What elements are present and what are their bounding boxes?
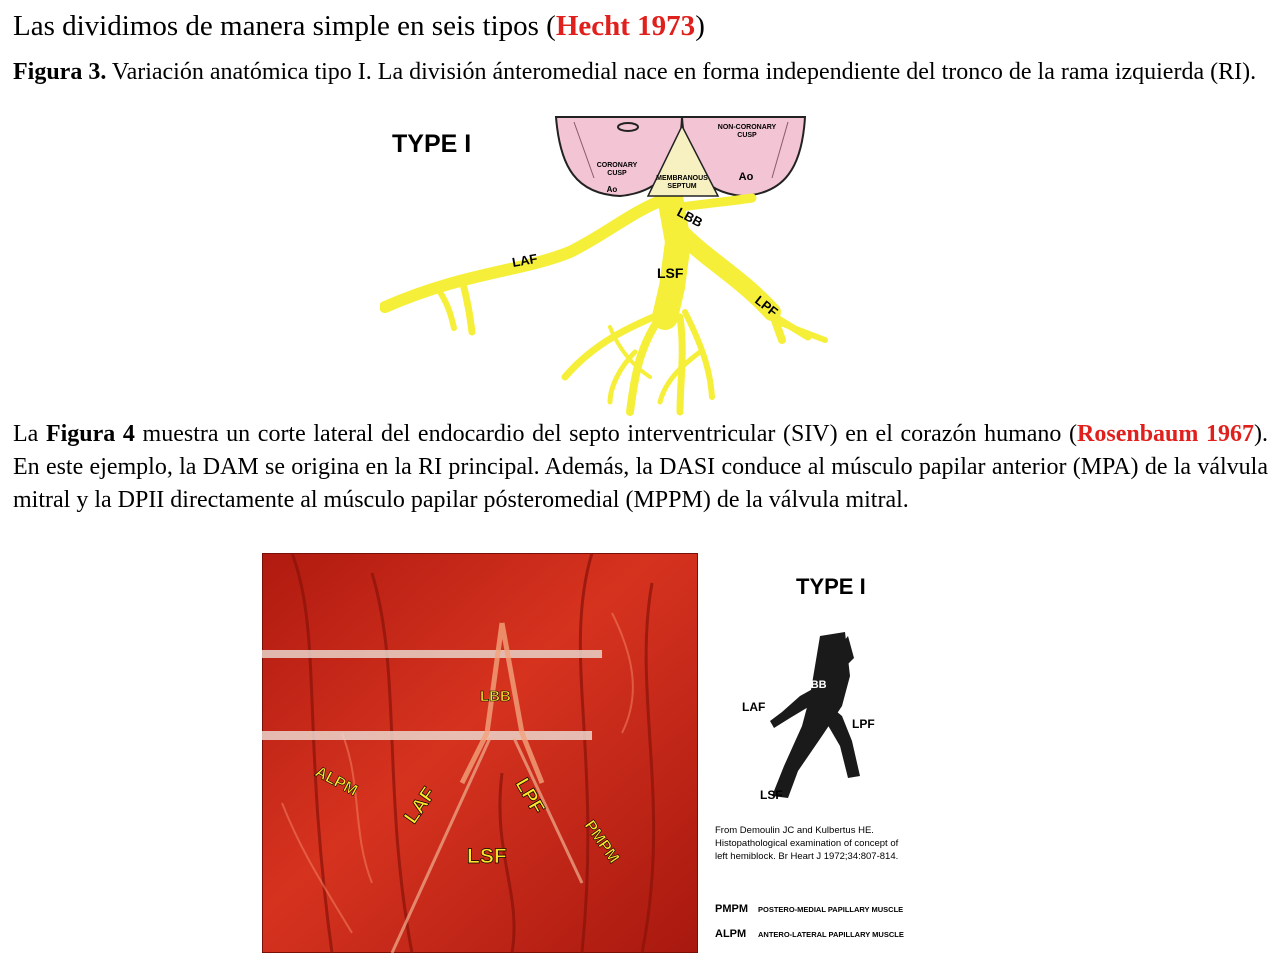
source-line-1: From Demoulin JC and Kulbertus HE.	[715, 825, 874, 836]
diagram1-lsf-label: LSF	[657, 265, 684, 281]
legend-pmpm-desc: POSTERO-MEDIAL PAPILLARY MUSCLE	[758, 905, 904, 914]
type1-black-schematic	[710, 566, 960, 951]
para2-text-2: muestra un corte lateral del endocardio del septo interventricular (SIV) en el corazón humano (	[134, 421, 1078, 447]
non-coronary-cusp-label: CUSP	[737, 132, 757, 139]
diagram2-title: TYPE I	[796, 574, 866, 599]
coronary-label: CORONARY	[596, 162, 638, 169]
diagram2-lsf-label: LSF	[760, 788, 783, 802]
legend-pmpm-abbr: PMPM	[715, 903, 748, 915]
diagram2-lbb-label: LBB	[804, 679, 827, 691]
photo-lbb-label: LBB	[480, 688, 511, 705]
heading-citation[interactable]: Hecht 1973	[555, 10, 696, 42]
photo-pmpm-label: PMPM	[580, 817, 623, 867]
photo-laf-label: LAF	[400, 783, 441, 828]
photo-lpf-label: LPF	[510, 774, 549, 819]
slide-heading	[13, 8, 705, 44]
figure3-caption	[13, 56, 1268, 89]
photo-alpm-label: ALPM	[312, 763, 361, 800]
non-coronary-label: NON-CORONARY	[717, 124, 777, 131]
legend-alpm-abbr: ALPM	[715, 928, 747, 940]
diagram1-lpf-label: LPF	[752, 292, 781, 320]
para2-text-1: La	[13, 421, 46, 447]
heading-text-end: )	[695, 10, 705, 42]
para2-text-3: ). En este ejemplo, la DAM se origina en la RI principal. Además, la DASI conduce al músculo papilar anterior (MPA) de la válvula mitral y la DPII directamente al músculo papilar pósteromedial (MPPM) de la válvula mitral.	[13, 421, 1269, 513]
source-line-3: left hemiblock. Br Heart J 1972;34:807-814.	[715, 851, 899, 862]
black-fascicle-shape	[770, 632, 860, 798]
diagram2-lpf-label: LPF	[852, 717, 875, 731]
figure4-ref: Figura 4	[45, 421, 135, 447]
membranous-label: MEMBRANOUS	[656, 175, 708, 182]
ao-left-label: Ao	[606, 185, 618, 194]
figure4-paragraph	[13, 418, 1268, 517]
legend-alpm-desc: ANTERO-LATERAL PAPILLARY MUSCLE	[758, 930, 904, 939]
figure3-caption-text: Variación anatómica tipo I. La división ánteromedial nace en forma independiente del tronco de la rama izquierda (RI).	[106, 59, 1257, 85]
source-line-2: Histopathological examination of concept of	[715, 838, 899, 849]
diagram1-title: TYPE I	[392, 130, 472, 158]
para2-citation[interactable]: Rosenbaum 1967	[1077, 421, 1255, 447]
figure3-ref: Figura 3.	[13, 59, 107, 85]
type1-fascicle-diagram	[380, 112, 840, 417]
diagram2-laf-label: LAF	[742, 700, 766, 714]
coronary-cusp-label: CUSP	[607, 170, 627, 177]
heading-text: Las dividimos de manera simple en seis tipos (	[13, 10, 556, 42]
endocardium-photo	[262, 553, 698, 953]
diagram1-laf-label: LAF	[510, 250, 539, 270]
diagram1-lbb-label: LBB	[674, 204, 706, 231]
septum-label: SEPTUM	[667, 183, 697, 190]
ao-right-label: Ao	[738, 171, 754, 183]
photo-lsf-label: LSF	[467, 845, 507, 868]
